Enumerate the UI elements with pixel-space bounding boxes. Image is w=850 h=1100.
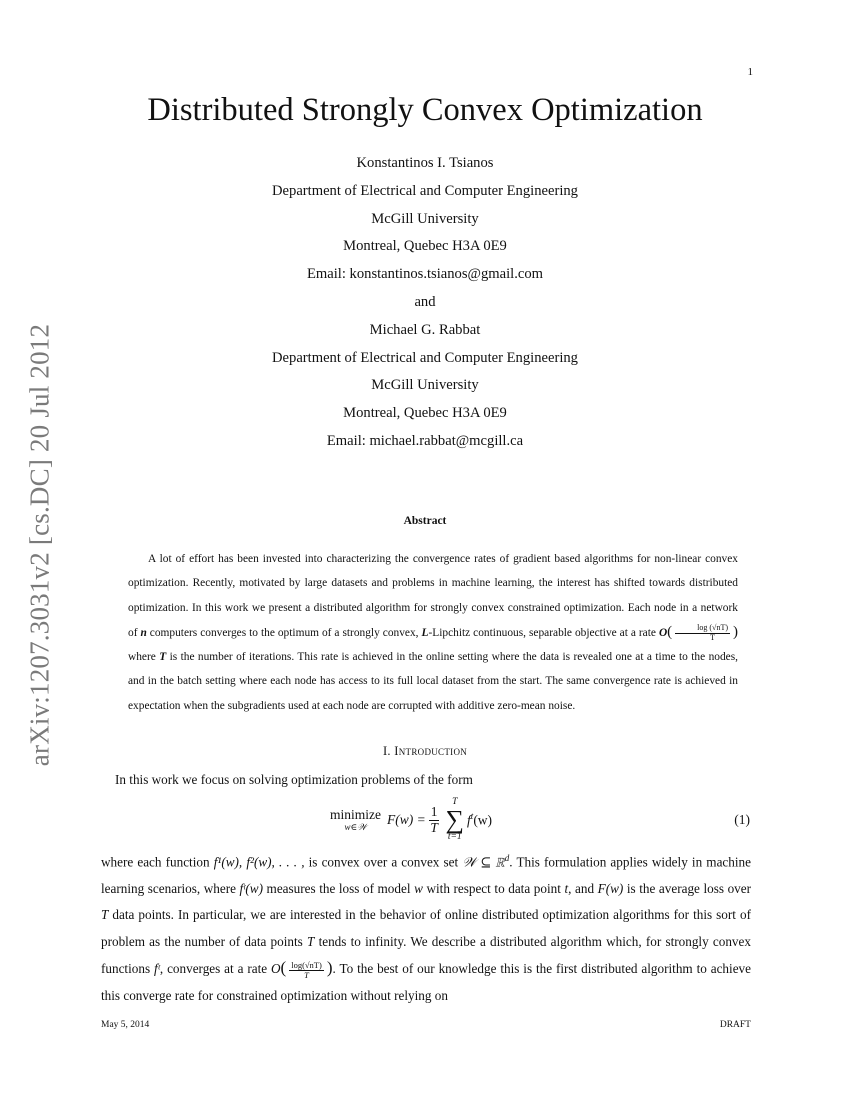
arxiv-stamp: arXiv:1207.3031v2 [cs.DC] 20 Jul 2012 [24,323,55,767]
author-address: Montreal, Quebec H3A 0E9 [343,238,507,255]
page-number: 1 [747,66,753,78]
footer-date: May 5, 2014 [101,1020,150,1030]
intro-sentence: In this work we focus on solving optimization problems of the form [115,772,473,787]
author-block [0,150,850,456]
equation-fraction: $\frac{1}{T}$ [430,803,438,835]
abstract-text: A lot of effort has been invested into characterizing the convergence rates of gradient based algorithms for non-linear convex optimization. Recently, motivated by large datasets and problems in machine learning, the interest has shifted towards distributed optimization. In this work we present a distributed algorithm for strongly convex constrained optimization. Each node in a network of n computers converges to the optimum of a strongly convex, L-Lipchitz continuous, separable objective at a rate O( $\frac{\log (√nT)}{T}$ ) where T is the number of iterations. This rate is achieved in the online setting where the data is revealed one at a time to the nodes, and in the batch setting where each node has access to its full local dataset from the start. The same convergence rate is achieved in expectation when the subgradients used at each node are corrupted with additive zero-mean noise. [128,553,738,712]
author-email: Email: konstantinos.tsianos@gmail.com [307,266,543,283]
equation-number: (1) [734,812,750,827]
author-separator: and [414,293,436,310]
paper-title: Distributed Strongly Convex Optimization [147,92,703,128]
footer-draft-label: DRAFT [719,1020,751,1030]
equation-1 [330,795,492,845]
author-email: Email: michael.rabbat@mcgill.ca [326,432,524,449]
author-department: Department of Electrical and Computer Engineering [272,349,578,366]
equation-operator: minimize w∈𝒲 [330,806,381,833]
author-name: Michael G. Rabbat [369,321,481,338]
author-department: Department of Electrical and Computer Engineering [272,182,578,199]
author-university: McGill University [371,210,479,227]
intro-paragraph: where each function f¹(w), f²(w), . . . , is convex over a convex set 𝒲 ⊆ ℝ$^d$. This formulation applies widely in machine learning scenarios, where fᵗ(w) measures the loss of model w with respect to data point t, and F(w) is the average loss over T data points. In particular, we are interested in the behavior of online distributed optimization algorithms for this sort of problem as the number of data points T tends to infinity. We describe a distributed algorithm which, for strongly convex functions fᵗ, converges at a rate O( $\frac{\log(√nT)}{T}$ ). To the best of our knowledge this is the first distributed algorithm to achieve this converge rate for constrained optimization without relying on [101,853,752,1003]
author-address: Montreal, Quebec H3A 0E9 [343,405,507,422]
equation-sum: T ∑ t=1 [445,796,465,842]
equation-lhs: F(w) = [387,812,426,827]
section-heading: I. Introduction [382,744,468,758]
equation-term: $f^t(w)$ [467,811,493,828]
author-name: Konstantinos I. Tsianos [356,155,494,171]
author-university: McGill University [371,377,479,394]
abstract-heading: Abstract [403,515,447,527]
